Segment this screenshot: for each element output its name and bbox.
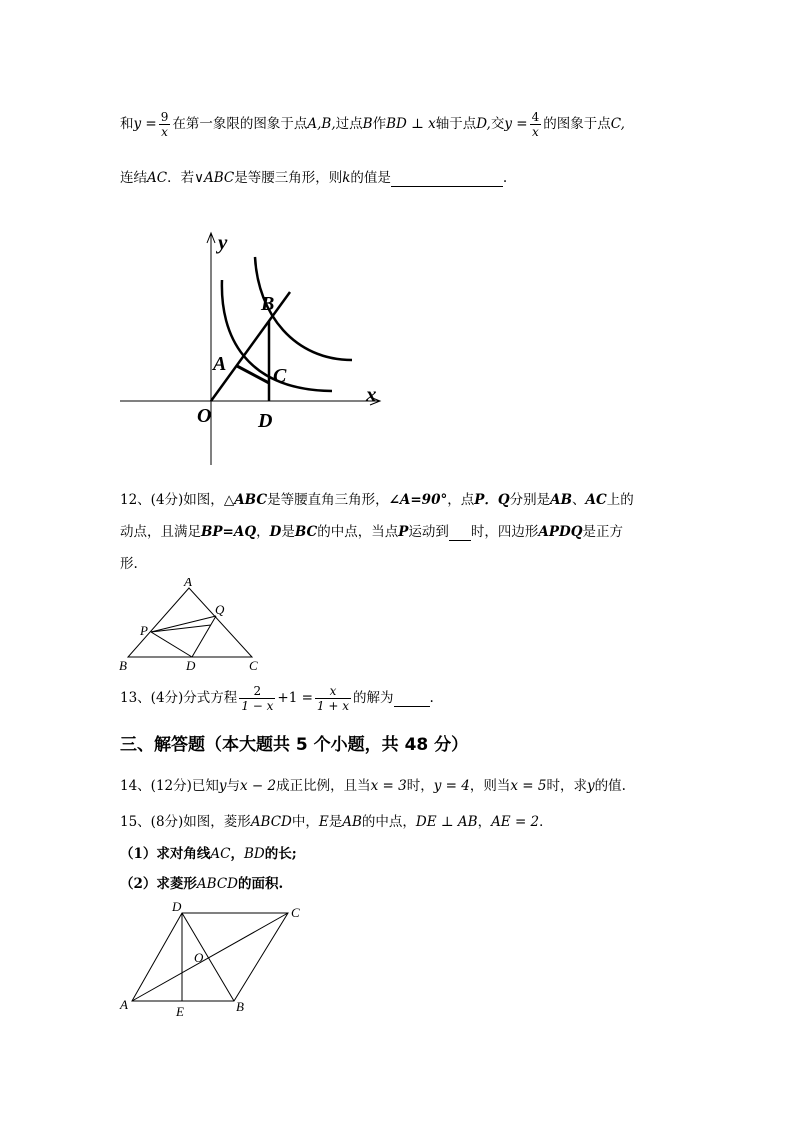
q11-text: . (502, 170, 508, 186)
q12-text: 、 (572, 492, 586, 508)
q14-text: 成正比例，且当 (276, 778, 371, 794)
q14-text: 与 (226, 778, 241, 794)
q15-text: 中， (291, 814, 319, 830)
q14-text: 14、(12分)已知 (120, 778, 219, 794)
q12-math: AB (550, 492, 573, 508)
label-A: A (184, 578, 192, 589)
q15-math: AC (210, 846, 231, 862)
q12-text: ，点 (447, 492, 475, 508)
fraction-denominator: x (161, 125, 168, 139)
q15-math: DE ⊥ AB (415, 814, 478, 830)
q12-text: 运动到 (408, 524, 449, 540)
q12-text: 是 (281, 524, 295, 540)
q12-math: BP=AQ (201, 524, 257, 540)
q15-text: （1）求对角线 (120, 846, 211, 862)
q15-text: 是 (328, 814, 343, 830)
q15-math: AB (342, 814, 362, 830)
q15-text: 的中点， (361, 814, 416, 830)
label-C: C (249, 658, 258, 673)
q12-text: 的中点，当点 (317, 524, 399, 540)
q11-math: C, (610, 116, 625, 132)
segment-PD (151, 632, 192, 657)
fraction-numerator: 9 (160, 110, 169, 124)
diagonal-AC (132, 913, 288, 1001)
q11-text: 连结 (120, 170, 147, 186)
q12-math: AC (585, 492, 607, 508)
q14-line (120, 774, 626, 794)
label-O: O (197, 405, 212, 427)
q14-math: x = 5 (510, 778, 547, 794)
segment-PM (151, 625, 211, 632)
q11-math: y = (133, 116, 157, 132)
q12-line-2 (120, 520, 623, 541)
label-B: B (119, 658, 127, 673)
figure-hyperbola-graph (110, 225, 390, 470)
fraction-denominator: 1 + x (316, 699, 350, 713)
q14-text: 的值. (594, 778, 626, 794)
q12-math: BC (294, 524, 318, 540)
q12-text: 分别是 (509, 492, 551, 508)
q14-math: y (218, 778, 227, 794)
q11-text: ．若 (167, 170, 195, 186)
q15-sub-2 (120, 872, 283, 892)
q11-math: y = (504, 116, 528, 132)
label-x: x (366, 382, 377, 406)
label-P: P (140, 623, 148, 638)
q15-text: 的长; (264, 846, 297, 862)
q13-text: . (429, 690, 434, 706)
fraction-x-over-1-plus-x (315, 684, 351, 713)
q14-text: ，则当 (469, 778, 511, 794)
label-D: D (258, 410, 273, 432)
label-E: E (176, 1004, 184, 1019)
q15-math: ABCD (196, 876, 238, 892)
q11-text: 在第一象限的图象于点 (172, 116, 308, 132)
q12-text: 动点，且满足 (120, 524, 201, 540)
fraction-9-over-x (159, 110, 171, 139)
q11-math: D, (476, 116, 491, 132)
q14-text: 时，求 (546, 778, 587, 794)
label-C: C (291, 905, 300, 920)
q12-text: 形. (120, 556, 138, 572)
q14-math: x = 3 (370, 778, 407, 794)
fraction-4-over-x (530, 110, 542, 139)
label-D: D (172, 899, 182, 914)
q12-text: 上的 (606, 492, 634, 508)
fraction-numerator: 2 (239, 684, 275, 699)
q11-text: 作 (372, 116, 387, 132)
q12-line-3 (120, 552, 138, 572)
label-B: B (261, 293, 275, 315)
q12-text: 12、(4分)如图， (120, 492, 224, 508)
q11-line-2 (120, 166, 507, 187)
label-A: A (213, 353, 227, 375)
q11-text: 交 (490, 116, 505, 132)
q15-text: 15、(8分)如图，菱形 (120, 814, 251, 830)
q13-line (120, 684, 434, 713)
label-Q: Q (215, 602, 225, 617)
q15-text: ． (539, 814, 553, 830)
answer-blank[interactable] (394, 690, 430, 707)
diagonal-BD (182, 913, 234, 1001)
fraction-2-over-1-minus-x (239, 684, 275, 713)
label-D: D (186, 658, 196, 673)
q11-text: 轴于点 (435, 116, 477, 132)
q11-math: AC (147, 170, 168, 186)
segment-PQ (151, 616, 216, 632)
q15-math: ABCD (250, 814, 292, 830)
q12-text: 是正方 (582, 524, 623, 540)
section-3-title: 三、解答题（本大题共 5 个小题，共 48 分） (120, 735, 469, 755)
q12-math: P．Q (474, 492, 510, 508)
q14-math: y (586, 778, 595, 794)
q11-math: B (362, 116, 373, 132)
q12-text: 时，四边形 (470, 524, 539, 540)
q12-math: ∠A=90° (388, 492, 448, 508)
q11-text: 和 (120, 116, 134, 132)
q15-math: BD (244, 846, 265, 862)
answer-blank[interactable] (449, 524, 471, 541)
q15-text: ， (230, 846, 244, 862)
q15-sub-1 (120, 842, 297, 862)
label-C: C (273, 365, 287, 387)
q13-text: 的解为 (353, 690, 394, 706)
fraction-denominator: 1 − x (241, 699, 274, 713)
label-B: B (236, 999, 244, 1014)
q12-text: 是等腰直角三角形， (267, 492, 389, 508)
q11-math: ∨ABC (194, 170, 235, 186)
q13-text: 13、(4分)分式方程 (120, 690, 238, 706)
q15-line-1 (120, 810, 553, 830)
q11-math: k (342, 170, 351, 186)
q12-math: APDQ (538, 524, 583, 540)
fraction-denominator: x (532, 125, 539, 139)
q12-line-1 (120, 488, 634, 508)
q15-text: 的面积. (237, 876, 284, 892)
q12-text: ， (256, 524, 270, 540)
q11-text: 的值是 (350, 170, 391, 186)
segment-QD (192, 616, 216, 657)
q11-text: 是等腰三角形，则 (234, 170, 343, 186)
q14-math: x − 2 (240, 778, 277, 794)
q15-text: （2）求菱形 (120, 876, 197, 892)
q15-text: ， (477, 814, 492, 830)
label-O: O (194, 950, 204, 965)
q11-math: A,B, (307, 116, 336, 132)
fraction-numerator: 4 (531, 110, 540, 124)
figure-rhombus-abcd (112, 898, 312, 1020)
label-A: A (120, 997, 128, 1012)
fraction-numerator: x (315, 684, 351, 699)
q15-math: E (318, 814, 329, 830)
q12-math: D (269, 524, 282, 540)
label-y: y (218, 230, 228, 254)
q11-math: BD ⊥ x (386, 116, 436, 132)
q12-math: P (398, 524, 409, 540)
answer-blank[interactable] (391, 170, 503, 187)
q11-text: 过点 (335, 116, 363, 132)
q14-text: 时， (406, 778, 434, 794)
q11-line-1 (120, 110, 625, 139)
q11-text: 的图象于点 (543, 116, 611, 132)
q15-math: AE = 2 (491, 814, 540, 830)
q14-math: y = 4 (433, 778, 470, 794)
figure-triangle-apdq (112, 578, 272, 676)
q13-math: +1 = (277, 690, 313, 706)
q12-math: △ABC (223, 492, 268, 508)
